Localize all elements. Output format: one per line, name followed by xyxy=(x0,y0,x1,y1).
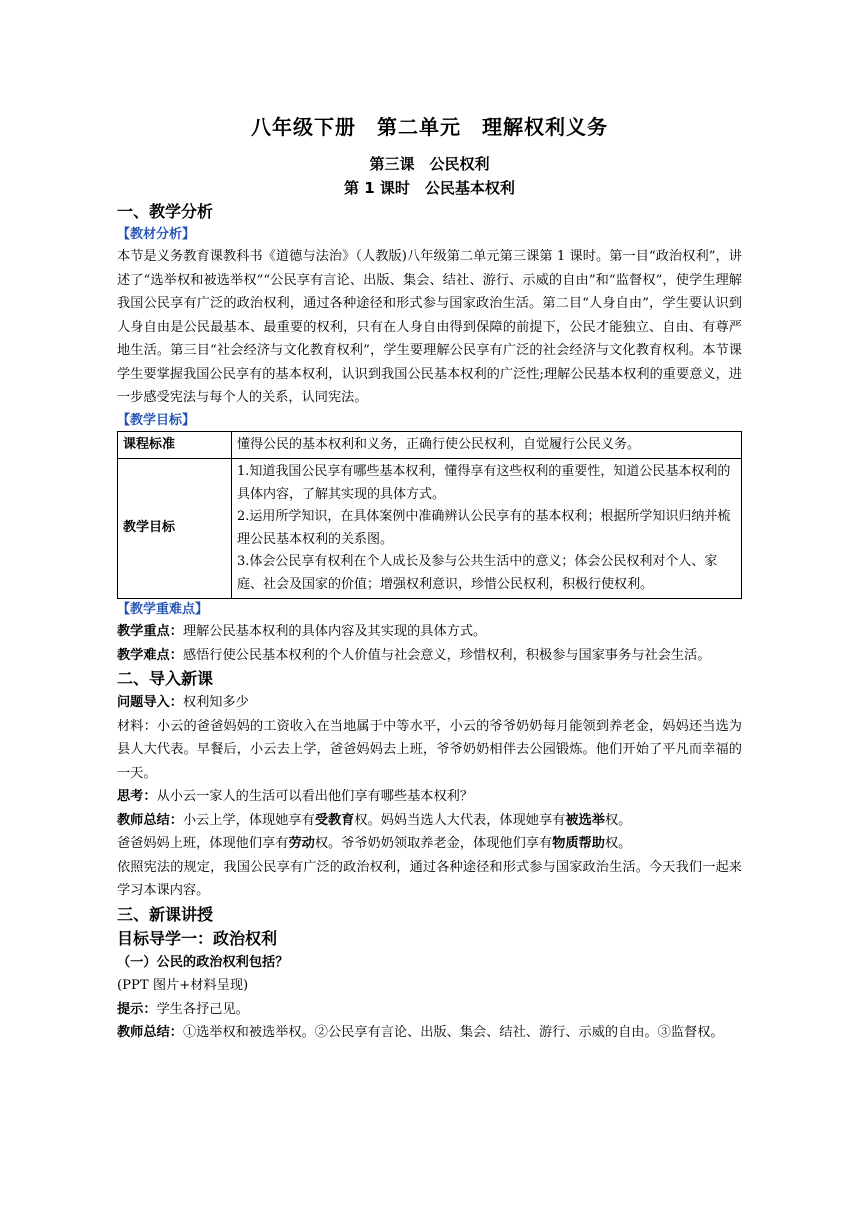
goal-item-1: 1.知道我国公民享有哪些基本权利，懂得享有这些权利的重要性，知道公民基本权利的具体内容，了解其实现的具体方式。 xyxy=(237,464,731,502)
question-political-rights: （一）公民的政治权利包括？ xyxy=(117,954,289,970)
hint-paragraph xyxy=(117,998,742,1022)
teacher-summary-label-2: 教师总结： xyxy=(117,1025,183,1040)
teacher-summary-paragraph-3: 依照宪法的规定，我国公民享有广泛的政治权利，通过各种途径和形式参与国家政治生活。今天我们一起来学习本课内容。 xyxy=(117,859,742,898)
section-heading-new-lesson: 三、新课讲授 xyxy=(117,904,214,924)
think-label: 思考： xyxy=(117,789,157,804)
summary-bold: 被选举 xyxy=(565,812,605,828)
summary-text: 权。爷爷奶奶领取养老金，体现他们享有 xyxy=(314,836,553,851)
goal-item-3: 3.体会公民享有权利在个人成长及参与公共生活中的意义；体会公民权利对个人、家庭、社会及国家的价值；增强权利意识，珍惜公民权利，积极行使权利。 xyxy=(237,554,718,592)
material-paragraph: 材料：小云的爸爸妈妈的工资收入在当地属于中等水平，小云的爷爷奶奶每月能领到养老金，妈妈还当选为县人大代表。早餐后，小云去上学，爸爸妈妈去上班，爷爷奶奶相伴去公园锻炼。他们开始了平凡而幸福的一天。 xyxy=(117,718,742,781)
hint-text: 学生各抒己见。 xyxy=(156,1001,249,1017)
table-row xyxy=(118,431,742,459)
question-intro-label: 问题导入： xyxy=(117,695,183,710)
teaching-goals-label: 教学目标 xyxy=(118,459,232,599)
key-point-text: 理解公民基本权利的具体内容及其实现的具体方式。 xyxy=(182,624,487,639)
textbook-analysis-text: 本节是义务教育课教科书《道德与法治》（人教版)八年级第二单元第三课第 1 课时。第一目“政治权利”，讲述了“选举权和被选举权”“公民享有言论、出版、集会、结社、游行、示威的自由”和“监督权”，使学生理解我国公民享有广泛的政治权利，通过各种途径和形式参与国家政治生活。第二目“人身自由”，学生要认识到人身自由是公民最基本、最重要的权利，只有在人身自由得到保障的前提下，公民才能独立、自由、有尊严地生活。第三目“社会经济与文化教育权利”，学生要理解公民享有广泛的社会经济与文化教育权利。本节课学生要掌握我国公民享有的基本权利，认识到我国公民基本权利的广泛性;理解公民基本权利的重要意义，进一步感受宪法与每个人的关系，认同宪法。 xyxy=(117,249,742,405)
summary-text: 爸爸妈妈上班，体现他们享有 xyxy=(117,836,289,851)
summary-text: 权。 xyxy=(604,812,632,828)
teaching-goals-table xyxy=(117,431,742,600)
summary-bold: 物质帮助 xyxy=(552,836,605,851)
teaching-goals-cell xyxy=(232,459,742,599)
goal-guide-heading: 目标导学一：政治权利 xyxy=(117,928,278,948)
ppt-note: (PPT 图片+材料呈现) xyxy=(117,978,249,993)
think-text: 从小云一家人的生活可以看出他们享有哪些基本权利？ xyxy=(156,789,474,804)
teacher-summary-paragraph-2 xyxy=(117,832,742,856)
teacher-summary-political-text: ①选举权和被选举权。②公民享有言论、出版、集会、结社、游行、示威的自由。③监督权。 xyxy=(182,1025,724,1040)
teacher-summary-political xyxy=(117,1021,742,1045)
teaching-goals-tag: 【教学目标】 xyxy=(117,412,196,428)
summary-text: 小云上学，体现她享有 xyxy=(182,812,315,828)
curriculum-standard-text: 懂得公民的基本权利和义务，正确行使公民权利，自觉履行公民义务。 xyxy=(232,431,742,459)
summary-bold: 劳动 xyxy=(288,836,315,851)
table-row xyxy=(118,459,742,599)
key-point-paragraph xyxy=(117,620,742,644)
document-title: 八年级下册 第二单元 理解权利义务 xyxy=(251,115,608,139)
difficult-point-text: 感悟行使公民基本权利的个人价值与社会意义，珍惜权利，积极参与国家事务与社会生活。 xyxy=(182,647,711,663)
difficult-point-paragraph xyxy=(117,644,742,668)
section-heading-intro: 二、导入新课 xyxy=(117,669,214,688)
lesson-title: 第三课 公民权利 xyxy=(369,155,490,173)
textbook-analysis-tag: 【教材分析】 xyxy=(117,227,196,242)
question-intro-paragraph xyxy=(117,691,742,715)
curriculum-standard-label: 课程标准 xyxy=(118,431,232,459)
key-point-label: 教学重点： xyxy=(117,624,183,639)
hint-label: 提示： xyxy=(117,1001,157,1017)
goal-item-2: 2.运用所学知识，在具体案例中准确辨认公民享有的基本权利；根据所学知识归纳并梳理公民基本权利的关系图。 xyxy=(237,509,731,547)
teacher-summary-label: 教师总结： xyxy=(117,812,183,828)
period-title: 第 1 课时 公民基本权利 xyxy=(344,179,515,197)
section-heading-analysis: 一、教学分析 xyxy=(117,202,214,221)
difficult-point-label: 教学难点： xyxy=(117,647,183,663)
teacher-summary-paragraph xyxy=(117,809,742,833)
key-difficult-tag: 【教学重难点】 xyxy=(117,602,209,617)
summary-text: 权。 xyxy=(604,836,632,851)
summary-text: 权。妈妈当选人大代表，体现她享有 xyxy=(354,812,566,828)
think-paragraph xyxy=(117,785,742,809)
document-content xyxy=(117,112,742,1045)
question-intro-text: 权利知多少 xyxy=(182,695,249,710)
summary-bold: 受教育 xyxy=(314,812,355,828)
